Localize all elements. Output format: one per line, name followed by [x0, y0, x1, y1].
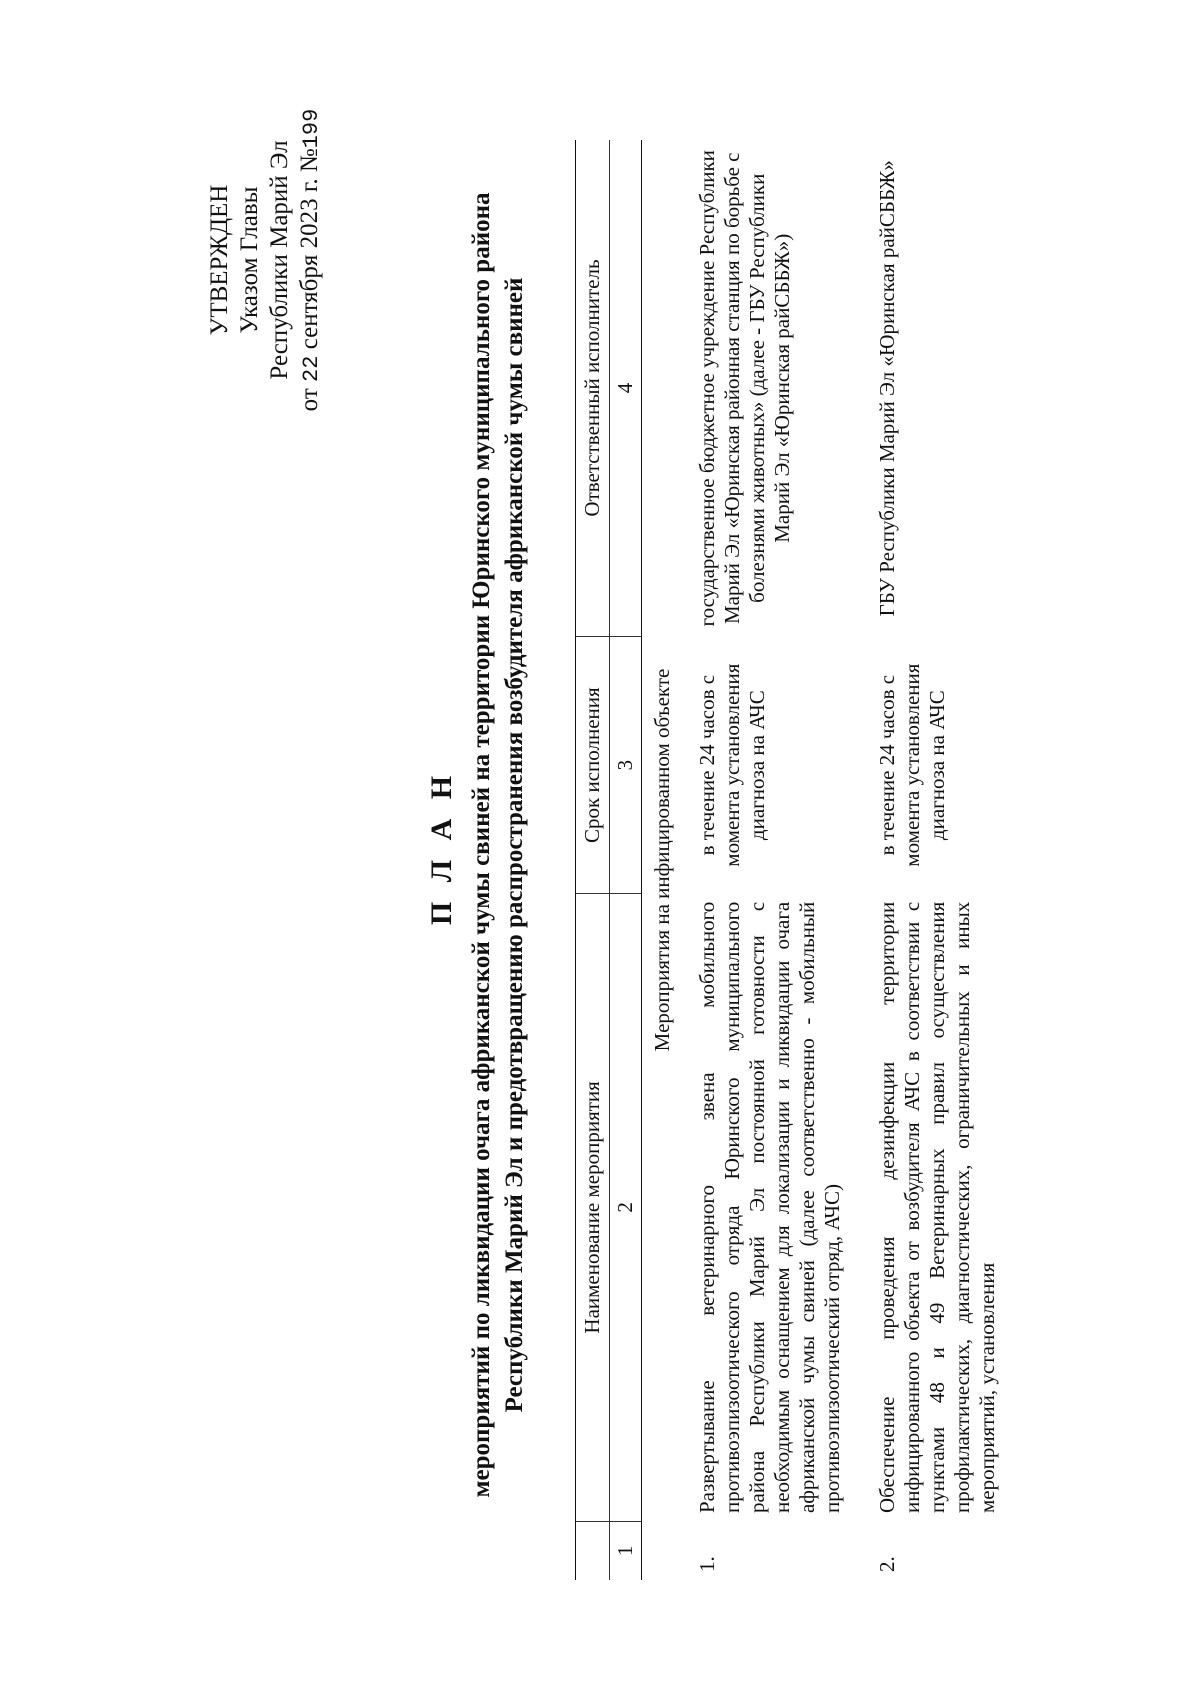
row-number: 2. [875, 1556, 899, 1572]
section-title: Мероприятия на инфицированном объекте [650, 668, 674, 1052]
header-responsible: Ответственный исполнитель [576, 140, 610, 637]
col-number: 4 [610, 140, 642, 637]
plan-subtitle [465, 95, 531, 1595]
row-activity: Обеспечение проведения дезинфекции территории инфицированного объекта от возбудителя АЧС в соответствии с пунктами 48 и 49 Ветеринарных правил осуществления профилактических, диагностических, ограничительных и иных мероприятий, установления [875, 901, 999, 1514]
row-deadline: в течение 24 часов с момента установления диагноза на АЧС [695, 663, 769, 867]
col-number: 2 [610, 894, 642, 1521]
row-responsible: ГБУ Республики Марий Эл «Юринская райСББЖ» [875, 160, 899, 617]
section-row [642, 140, 690, 1580]
col-number: 3 [610, 637, 642, 894]
date-prefix: от [296, 388, 323, 412]
approval-stamp [205, 95, 327, 425]
row-deadline: в течение 24 часов с момента установления диагноза на АЧС [875, 663, 949, 867]
date-day: 22 [299, 355, 324, 382]
subtitle-line-2: Республики Марий Эл и предотвращению распространения возбудителя африканской чумы свиней [501, 277, 528, 1413]
approval-date-line [295, 95, 327, 425]
approval-heading: УТВЕРЖДЕН [206, 184, 233, 336]
decree-number: 199 [299, 108, 324, 149]
header-name: Наименование мероприятия [576, 894, 610, 1521]
table-row [689, 140, 869, 1580]
approval-decree: Указом Главы [236, 186, 263, 334]
subtitle-line-1: мероприятий по ликвидации очага африканской чумы свиней на территории Юринского муниципального района [468, 192, 495, 1498]
row-number: 1. [695, 1556, 719, 1572]
column-numbers-row [610, 140, 642, 1580]
table-header-row [576, 140, 610, 1580]
row-responsible: государственное бюджетное учреждение Республики Марий Эл «Юринская районная станция по борьбе с болезнями животных» (далее - ГБУ Республики Марий Эл «Юринская райСББЖ») [695, 150, 794, 627]
col-number: 1 [610, 1521, 642, 1580]
plan-title: П Л А Н [425, 769, 458, 926]
header-num [576, 1521, 610, 1580]
header-deadline: Срок исполнения [576, 637, 610, 894]
plan-table [575, 140, 1024, 1580]
approval-republic: Республики Марий Эл [266, 140, 293, 380]
date-rest: сентября 2023 г. № [296, 148, 323, 350]
row-activity: Развертывание ветеринарного звена мобильного противоэпизоотического отряда Юринского муниципального района Республики Марий Эл постоянной готовности с необходимым оснащением для локализации и ликвидации очага африканской чумы свиней (далее соответственно - мобильный противоэпизоотический отряд, АЧС) [695, 901, 844, 1514]
table-row [869, 140, 1024, 1580]
